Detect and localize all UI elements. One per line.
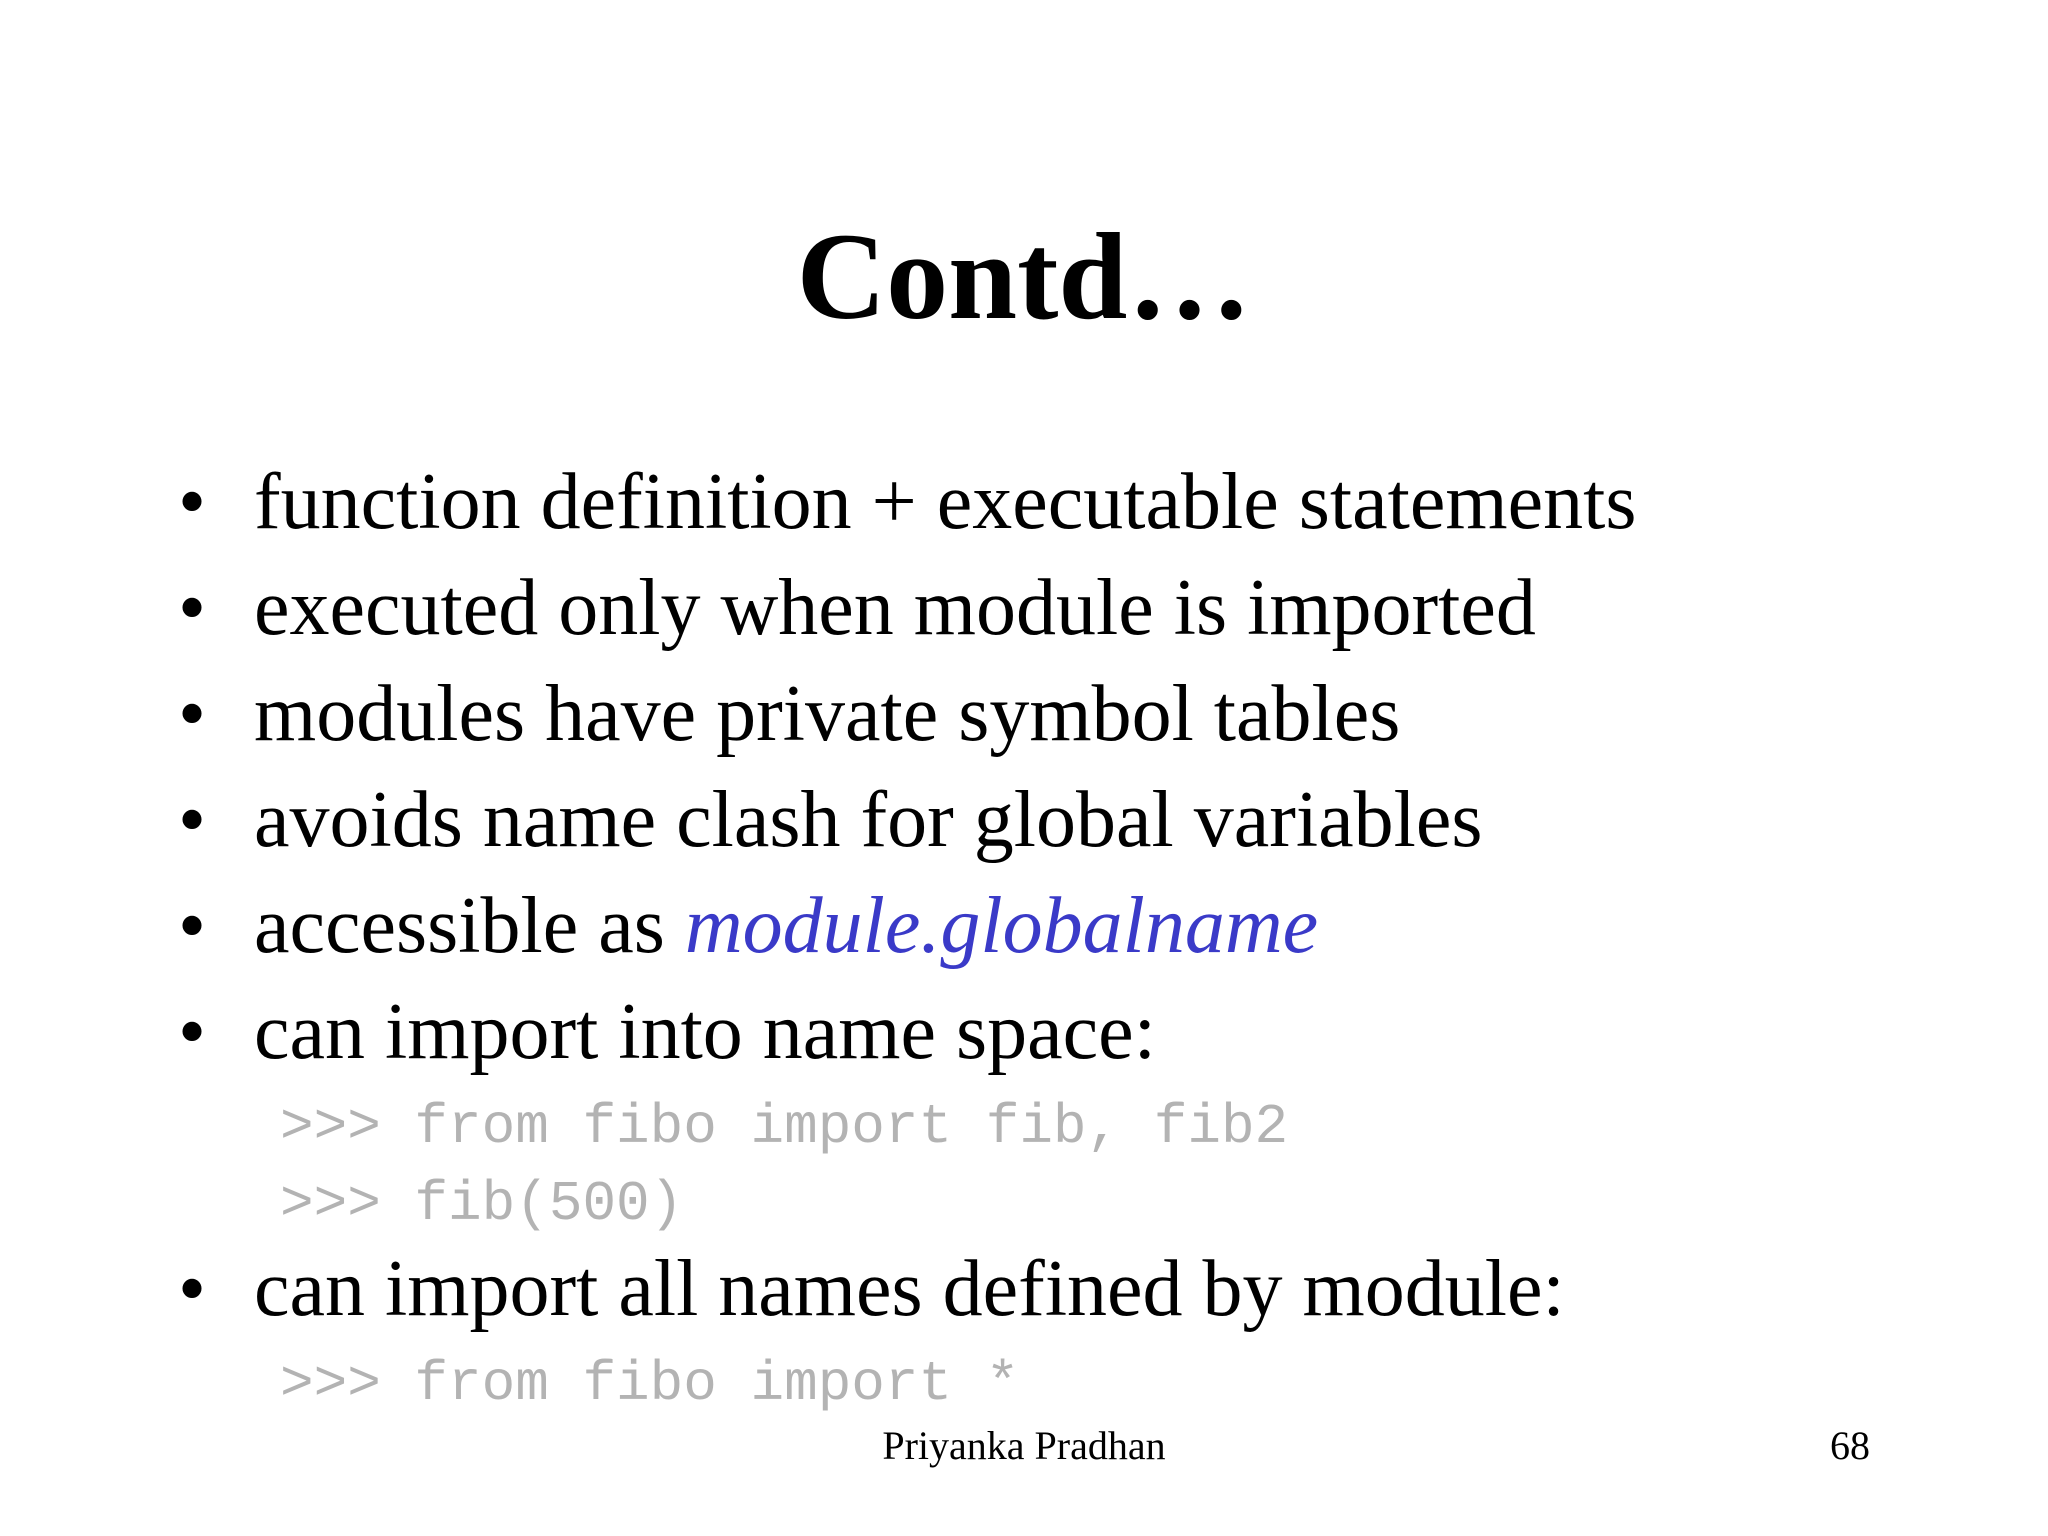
bullet-text: modules have private symbol tables	[254, 670, 1401, 758]
bullet-text: can import into name space:	[254, 988, 1156, 1076]
bullet-text: function definition + executable statements	[254, 458, 1637, 546]
bullet-marker: •	[178, 1245, 207, 1333]
footer-author: Priyanka Pradhan	[882, 1423, 1166, 1468]
bullet-text: can import all names defined by module:	[254, 1245, 1565, 1333]
bullet-text	[254, 881, 1318, 971]
bullet-marker: •	[178, 564, 207, 652]
code-line: >>> from fibo import *	[280, 1352, 1020, 1416]
slide-title: Contd…	[796, 208, 1252, 345]
bullet-text: executed only when module is imported	[254, 564, 1536, 652]
bullet-text-prefix: accessible as	[254, 882, 685, 970]
bullet-text: avoids name clash for global variables	[254, 776, 1483, 864]
bullet-marker: •	[178, 988, 207, 1076]
code-line: >>> from fibo import fib, fib2	[280, 1095, 1289, 1159]
page-number: 68	[1830, 1423, 1870, 1468]
module-globalname-emphasis: module.globalname	[684, 882, 1319, 970]
bullet-marker: •	[178, 458, 207, 546]
bullet-marker: •	[178, 882, 207, 970]
bullet-marker: •	[178, 776, 207, 864]
bullet-marker: •	[178, 670, 207, 758]
code-line: >>> fib(500)	[280, 1172, 684, 1236]
